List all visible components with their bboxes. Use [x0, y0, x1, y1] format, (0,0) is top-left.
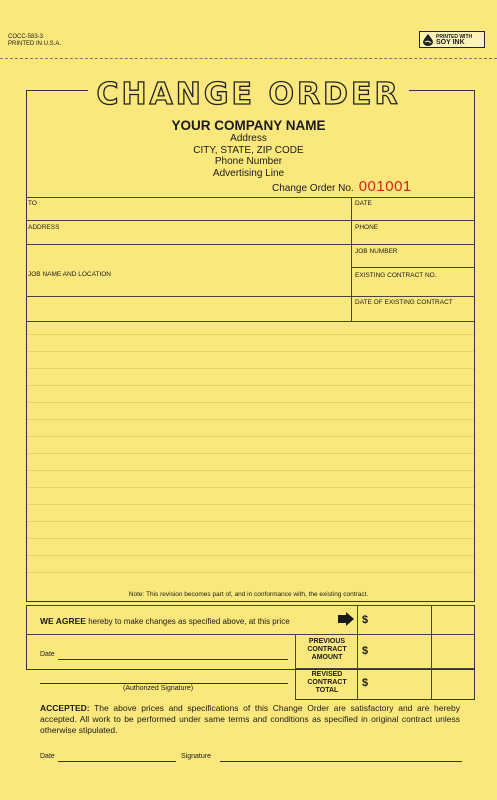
agree-bold: WE AGREE	[40, 616, 86, 626]
accepted-bold: ACCEPTED:	[40, 703, 90, 713]
form-code	[8, 34, 61, 48]
ruled-line	[27, 487, 474, 488]
date-label: DATE	[355, 200, 372, 207]
footer-date-label: Date	[40, 753, 55, 760]
company-city-state-zip: CITY, STATE, ZIP CODE	[193, 144, 304, 156]
previous-contract-amount-field[interactable]	[358, 635, 430, 667]
revised-contract-total-label: REVISED CONTRACT TOTAL	[307, 671, 347, 694]
job-number-field[interactable]	[352, 245, 474, 267]
soy-ink-badge	[419, 31, 485, 48]
date-line-lower[interactable]	[58, 659, 288, 660]
ruled-line	[27, 385, 474, 386]
arrow-right-icon	[338, 612, 354, 626]
date-label-lower: Date	[40, 651, 55, 658]
accepted-text: The above prices and specifications of this Change Order are satisfactory and are hereby accepted. All work to be performed under same terms and conditions as specified in original contract unless otherwise stipulated.	[40, 703, 460, 735]
soy-printed-with: PRINTED WITH	[436, 33, 473, 40]
company-address: Address	[230, 133, 267, 144]
revised-contract-total-field[interactable]	[358, 669, 430, 699]
date-existing-contract-label: DATE OF EXISTING CONTRACT	[355, 299, 453, 306]
address-field[interactable]	[27, 221, 350, 267]
ruled-line	[27, 419, 474, 420]
address-label: ADDRESS	[28, 224, 60, 231]
previous-dollar: $	[362, 645, 369, 657]
price-divider	[295, 634, 296, 700]
authorized-signature-label: (Authorized Signature)	[123, 685, 194, 692]
company-name: YOUR COMPANY NAME	[171, 118, 326, 133]
ruled-line	[27, 334, 474, 335]
ruled-line	[27, 538, 474, 539]
phone-label: PHONE	[355, 224, 379, 231]
ruled-line	[27, 470, 474, 471]
job-number-label: JOB NUMBER	[355, 248, 398, 255]
to-label: TO	[28, 200, 37, 207]
ruled-line	[27, 402, 474, 403]
agree-text: hereby to make changes as specified above, at this price	[85, 617, 290, 626]
authorized-signature-line[interactable]	[40, 683, 288, 684]
price-section-right	[474, 668, 475, 700]
previous-contract-amount-label: PREVIOUS CONTRACT AMOUNT	[307, 638, 347, 661]
job-name-location-label: JOB NAME AND LOCATION	[28, 271, 111, 278]
company-phone: Phone Number	[214, 156, 283, 167]
agree-statement	[40, 616, 290, 626]
ink-drop-icon	[423, 34, 433, 46]
phone-field[interactable]	[352, 221, 474, 244]
price-divider	[431, 605, 432, 700]
ruled-line	[27, 572, 474, 573]
job-name-location-field[interactable]	[27, 268, 350, 320]
ruled-line	[27, 453, 474, 454]
ruled-line	[27, 368, 474, 369]
price-field[interactable]	[358, 606, 430, 633]
price-section-bottom	[295, 699, 475, 700]
footer-signature-label: Signature	[181, 753, 211, 760]
ruled-line	[27, 521, 474, 522]
title-wrap	[0, 78, 497, 112]
change-order-label: Change Order No.	[272, 183, 354, 194]
ruled-line	[27, 555, 474, 556]
accepted-statement	[40, 703, 460, 736]
company-block	[0, 118, 497, 179]
ruled-line	[27, 351, 474, 352]
company-advertising: Advertising Line	[212, 167, 285, 179]
revision-note: Note: This revision becomes part of, and in conformance with, the existing contract.	[128, 591, 369, 598]
footer-date-line[interactable]	[58, 761, 176, 762]
soy-ink-text: SOY INK	[436, 38, 465, 46]
ruled-line	[27, 436, 474, 437]
change-order-value: 001001	[358, 178, 412, 195]
date-field[interactable]	[352, 198, 474, 220]
ruled-line	[27, 504, 474, 505]
change-order-number	[272, 178, 412, 195]
printed-in-usa: PRINTED IN U.S.A.	[8, 41, 62, 47]
form-title: CHANGE ORDER	[88, 78, 408, 112]
perforation-line	[0, 58, 497, 59]
revised-dollar: $	[362, 677, 369, 689]
date-existing-contract-field[interactable]	[352, 297, 474, 320]
description-area[interactable]	[27, 322, 474, 600]
existing-contract-no-field[interactable]	[352, 268, 474, 296]
footer-signature-line[interactable]	[220, 761, 462, 762]
existing-contract-no-label: EXISTING CONTRACT NO.	[355, 272, 437, 279]
form-code-number: COCC-583-3	[8, 34, 44, 40]
price-dollar: $	[362, 614, 369, 626]
